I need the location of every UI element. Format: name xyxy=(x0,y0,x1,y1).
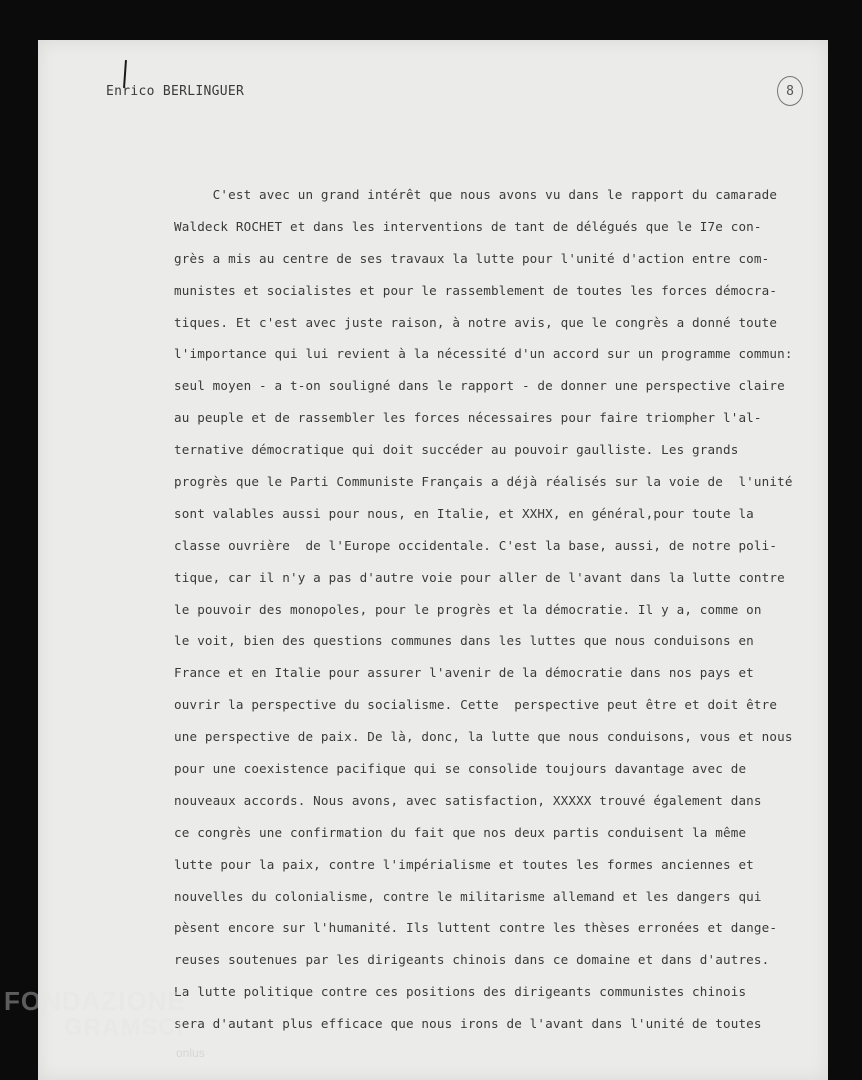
text-line: le pouvoir des monopoles, pour le progrès et la démocratie. Il y a, comme on xyxy=(174,601,762,617)
text-line: ouvrir la perspective du socialisme. Cette perspective peut être et doit être xyxy=(174,697,778,713)
text-line: tique, car il n'y a pas d'autre voie pour aller de l'avant dans la lutte contre xyxy=(174,569,785,585)
text-line: La lutte politique contre ces positions des dirigeants communistes chinois xyxy=(174,984,747,1000)
text-line: Waldeck ROCHET et dans les interventions de tant de délégués que le I7e con- xyxy=(174,218,762,234)
text-line: munistes et socialistes et pour le rassemblement de toutes les forces démocra- xyxy=(174,282,778,298)
author-name: Enrico BERLINGUER xyxy=(106,84,245,99)
watermark-subtitle: GRAMSCI xyxy=(64,1014,185,1041)
text-line: reuses soutenues par les dirigeants chinois dans ce domaine et dans d'autres. xyxy=(174,952,770,968)
text-line: nouvelles du colonialisme, contre le militarisme allemand et les dangers qui xyxy=(174,888,762,904)
text-line: C'est avec un grand intérêt que nous avons vu dans le rapport du camarade xyxy=(174,187,778,202)
text-line: au peuple et de rassembler les forces nécessaires pour faire triompher l'al- xyxy=(174,410,762,426)
text-line: ternative démocratique qui doit succéder au pouvoir gaulliste. Les grands xyxy=(174,442,739,458)
text-line: une perspective de paix. De là, donc, la lutte que nous conduisons, vous et nous xyxy=(174,729,793,745)
text-line: pèsent encore sur l'humanité. Ils luttent contre les thèses erronées et dange- xyxy=(174,920,778,936)
page-number: 8 xyxy=(786,83,794,99)
watermark-title: FONDAZIONE xyxy=(4,986,186,1016)
text-line: progrès que le Parti Communiste Français a déjà réalisés sur la voie de l'unité xyxy=(174,474,793,490)
text-line: l'importance qui lui revient à la nécessité d'un accord sur un programme commun: xyxy=(174,346,793,362)
text-line: classe ouvrière de l'Europe occidentale. C'est la base, aussi, de notre poli- xyxy=(174,537,778,553)
text-line: sont valables aussi pour nous, en Italie, et XXHX, en général,pour toute la xyxy=(174,505,754,521)
text-line: ce congrès une confirmation du fait que nos deux partis conduisent la même xyxy=(174,824,747,840)
text-line: sera d'autant plus efficace que nous irons de l'avant dans l'unité de toutes xyxy=(174,1016,762,1032)
text-line: pour une coexistence pacifique qui se consolide toujours davantage avec de xyxy=(174,761,747,777)
text-line: grès a mis au centre de ses travaux la lutte pour l'unité d'action entre com- xyxy=(174,250,770,266)
text-line: France et en Italie pour assurer l'avenir de la démocratie dans nos pays et xyxy=(174,665,754,681)
text-line: tiques. Et c'est avec juste raison, à notre avis, que le congrès a donné toute xyxy=(174,314,778,330)
text-line: nouveaux accords. Nous avons, avec satisfaction, XXXXX trouvé également dans xyxy=(174,792,762,808)
document-page xyxy=(38,40,828,1080)
text-line: le voit, bien des questions communes dans les luttes que nous conduisons en xyxy=(174,633,754,649)
archive-watermark xyxy=(4,986,205,1060)
text-line: lutte pour la paix, contre l'impérialisme et toutes les formes anciennes et xyxy=(174,856,754,872)
watermark-suffix: onlus xyxy=(176,1046,205,1060)
page-number-circle xyxy=(777,76,803,106)
typed-body-text xyxy=(174,179,824,1040)
text-line: seul moyen - a t-on souligné dans le rapport - de donner une perspective claire xyxy=(174,378,785,394)
